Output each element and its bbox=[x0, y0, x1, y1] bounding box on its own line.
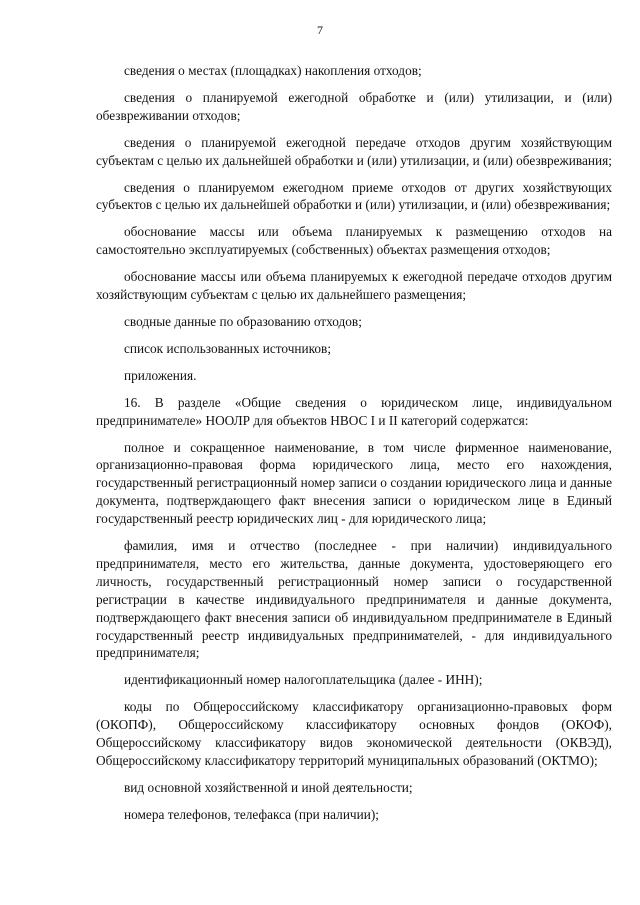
paragraph-entrepreneur-name: фамилия, имя и отчество (последнее - при наличии) индивидуального предпринимателя, место его жительства, данные документа, удостоверяющего его личность, государственный регистрационный номер записи о государственной регистрации в качестве индивидуального предпринимателя и данные документа, подтверждающего факт внесения записи об индивидуальном предпринимателе в Единый государственный реестр индивидуальных предпринимателей, - для индивидуального предпринимателя; bbox=[96, 538, 612, 661]
document-body bbox=[96, 62, 612, 833]
paragraph-sources-list: список использованных источников; bbox=[124, 340, 332, 356]
paragraph-planned-processing: сведения о планируемой ежегодной обработке и (или) утилизации, и (или) обезвреживании отходов; bbox=[96, 89, 612, 123]
paragraph-appendices: приложения. bbox=[124, 367, 197, 383]
paragraph-phone-numbers: номера телефонов, телефакса (при наличии); bbox=[124, 806, 379, 822]
paragraph-transfer-justification: обоснование массы или объема планируемых к ежегодной передаче отходов другим хозяйствующим субъектам с целью их дальнейшего размещения; bbox=[96, 269, 612, 303]
paragraph-planned-transfer: сведения о планируемой ежегодной передаче отходов другим хозяйствующим субъектам с целью их дальнейшей обработки и (или) утилизации, и (или) обезвреживания; bbox=[96, 134, 612, 168]
paragraph-section-16: 16. В разделе «Общие сведения о юридическом лице, индивидуальном предпринимателе» НООЛР для объектов НВОС I и II категорий содержатся: bbox=[96, 394, 612, 428]
paragraph-waste-accumulation-sites: сведения о местах (площадках) накопления отходов; bbox=[124, 63, 422, 78]
paragraph-summary-data: сводные данные по образованию отходов; bbox=[124, 313, 362, 329]
paragraph-classifier-codes: коды по Общероссийскому классификатору организационно-правовых форм (ОКОПФ), Общероссийскому классификатору основных фондов (ОКОФ), Общероссийскому классификатору видов экономической деятельности (ОКВЭД), Общероссийскому классификатору территорий муниципальных образований (ОКТМО); bbox=[96, 699, 612, 768]
paragraph-inn: идентификационный номер налогоплательщика (далее - ИНН); bbox=[124, 672, 483, 688]
paragraph-main-activity: вид основной хозяйственной и иной деятельности; bbox=[124, 779, 413, 795]
paragraph-own-disposal-justification: обоснование массы или объема планируемых к размещению отходов на самостоятельно эксплуатируемых (собственных) объектах размещения отходов; bbox=[96, 224, 612, 258]
paragraph-planned-reception: сведения о планируемом ежегодном приеме отходов от других хозяйствующих субъектов с целью их дальнейшей обработки и (или) утилизации, и (или) обезвреживания; bbox=[96, 179, 612, 213]
page-number: 7 bbox=[317, 23, 323, 37]
paragraph-legal-entity-name: полное и сокращенное наименование, в том числе фирменное наименование, организационно-правовая форма юридического лица, место его нахождения, государственный регистрационный номер записи о создании юридического лица и данные документа, подтверждающего факт внесения записи о юридическом лице в Единый государственный реестр юридических лиц - для юридического лица; bbox=[96, 439, 612, 527]
